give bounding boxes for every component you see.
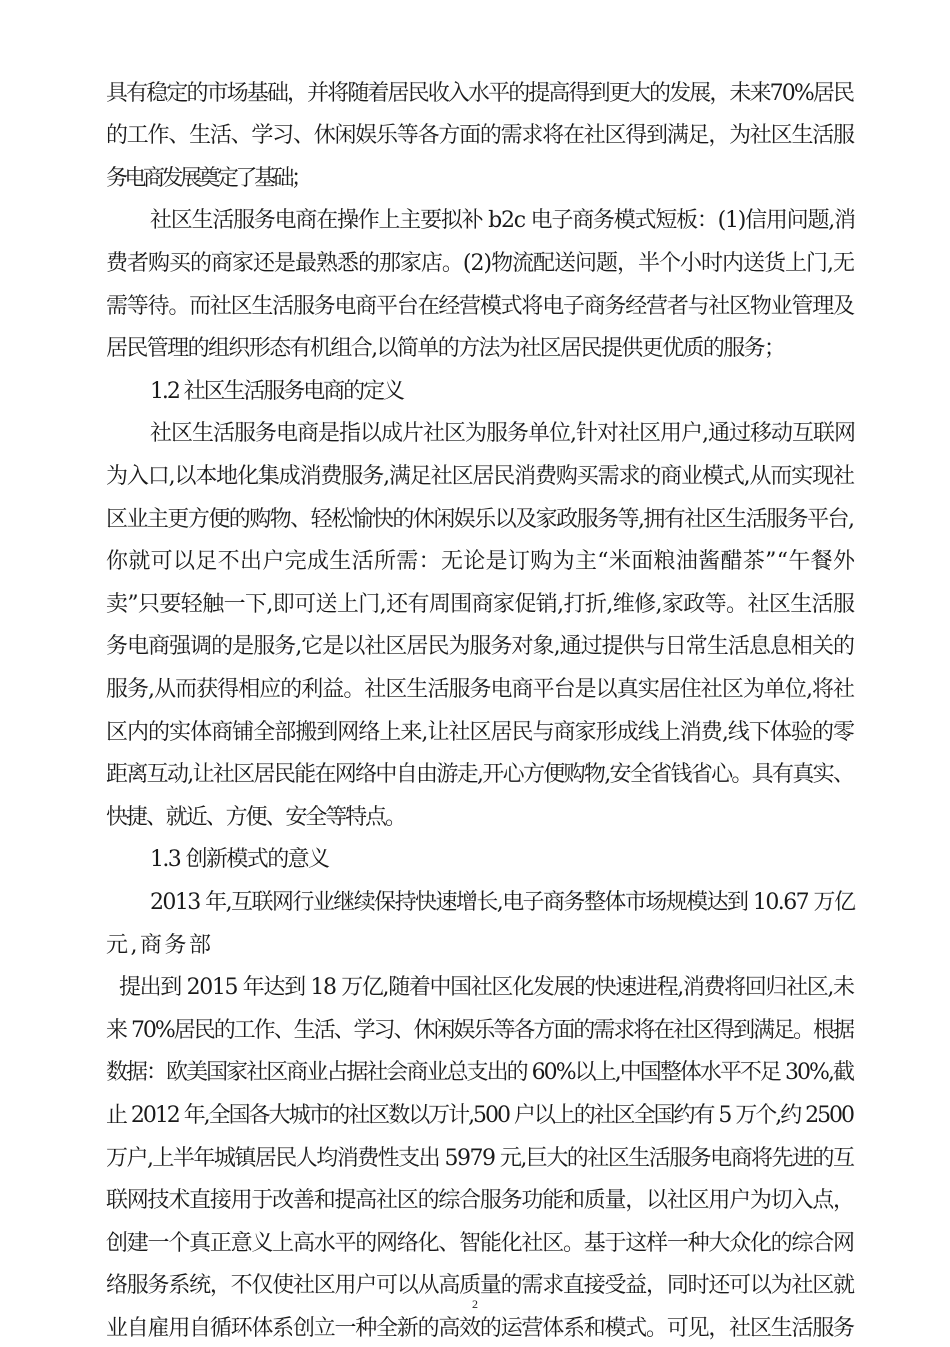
text-line: 区内的实体商铺全部搬到网络上来,让社区居民与商家形成线上消费,线下体验的零 <box>106 720 855 745</box>
text-line: 务电商发展奠定了基础； <box>106 166 310 191</box>
text-line: 业自雇用自循环体系创立一种全新的高效的运营体系和模式。可见，社区生活服务 <box>106 1316 854 1341</box>
text-line: 距离互动,让社区居民能在网络中自由游走,开心方便购物,安全省钱省心。具有真实、 <box>106 762 854 787</box>
text-line: 需等待。而社区生活服务电商平台在经营模式将电子商务经营者与社区物业管理及 <box>106 294 854 319</box>
text-line: 居民管理的组织形态有机组合,以简单的方法为社区居民提供更优质的服务； <box>106 336 785 361</box>
text-line: 元,商务部 <box>106 933 214 958</box>
text-line: 服务,从而获得相应的利益。社区生活服务电商平台是以真实居住社区为单位,将社 <box>106 677 855 702</box>
text-line: 区业主更方便的购物、轻松愉快的休闲娱乐以及家政服务等,拥有社区生活服务平台, <box>106 507 854 532</box>
text-line: 具有稳定的市场基础，并将随着居民收入水平的提高得到更大的发展，未来70%居民 <box>106 81 854 106</box>
text-line: 为入口,以本地化集成消费服务,满足社区居民消费购买需求的商业模式,从而实现社 <box>106 464 854 489</box>
text-line: 卖”只要轻触一下,即可送上门,还有周围商家促销,打折,维修,家政等。社区生活服 <box>106 592 855 617</box>
page-number: 2 <box>472 1297 478 1311</box>
text-line: 快捷、就近、方便、安全等特点。 <box>106 805 405 830</box>
text-line: 络服务系统，不仅使社区用户可以从高质量的需求直接受益，同时还可以为社区就 <box>106 1273 854 1298</box>
text-line: 2013 年,互联网行业继续保持快速增长,电子商务整体市场规模达到 10.67 万亿 <box>150 890 855 915</box>
text-line: 的工作、生活、学习、休闲娱乐等各方面的需求将在社区得到满足，为社区生活服 <box>106 123 854 148</box>
text-line: 提出到 2015 年达到 18 万亿,随着中国社区化发展的快速进程,消费将回归社区,未 <box>119 975 854 1000</box>
text-line: 联网技术直接用于改善和提高社区的综合服务功能和质量，以社区用户为切入点， <box>106 1188 854 1213</box>
text-line: 止 2012 年,全国各大城市的社区数以万计,500 户以上的社区全国约有 5 万个,约 2500 <box>106 1103 853 1128</box>
text-line: 你就可以足不出户完成生活所需：无论是订购为主“米面粮油酱醋茶”“午餐外 <box>106 549 856 574</box>
text-line: 万户,上半年城镇居民人均消费性支出 5979 元,巨大的社区生活服务电商将先进的互 <box>106 1146 854 1171</box>
text-line: 创建一个真正意义上高水平的网络化、智能化社区。基于这样一种大众化的综合网 <box>106 1231 854 1256</box>
text-line: 社区生活服务电商是指以成片社区为服务单位,针对社区用户,通过移动互联网 <box>150 421 855 446</box>
text-line: 来 70%居民的工作、生活、学习、休闲娱乐等各方面的需求将在社区得到满足。根据 <box>106 1018 853 1043</box>
section-heading: 1.3 创新模式的意义 <box>150 847 329 872</box>
text-line: 务电商强调的是服务,它是以社区居民为服务对象,通过提供与日常生活息息相关的 <box>106 634 855 659</box>
text-line: 数据：欧美国家社区商业占据社会商业总支出的 60%以上,中国整体水平不足 30%,截 <box>106 1060 854 1085</box>
text-line: 社区生活服务电商在操作上主要拟补 b2c 电子商务模式短板：(1)信用问题,消 <box>150 208 855 233</box>
section-heading: 1.2 社区生活服务电商的定义 <box>150 379 403 404</box>
text-line: 费者购买的商家还是最熟悉的那家店。(2)物流配送问题，半个小时内送货上门,无 <box>106 251 854 276</box>
